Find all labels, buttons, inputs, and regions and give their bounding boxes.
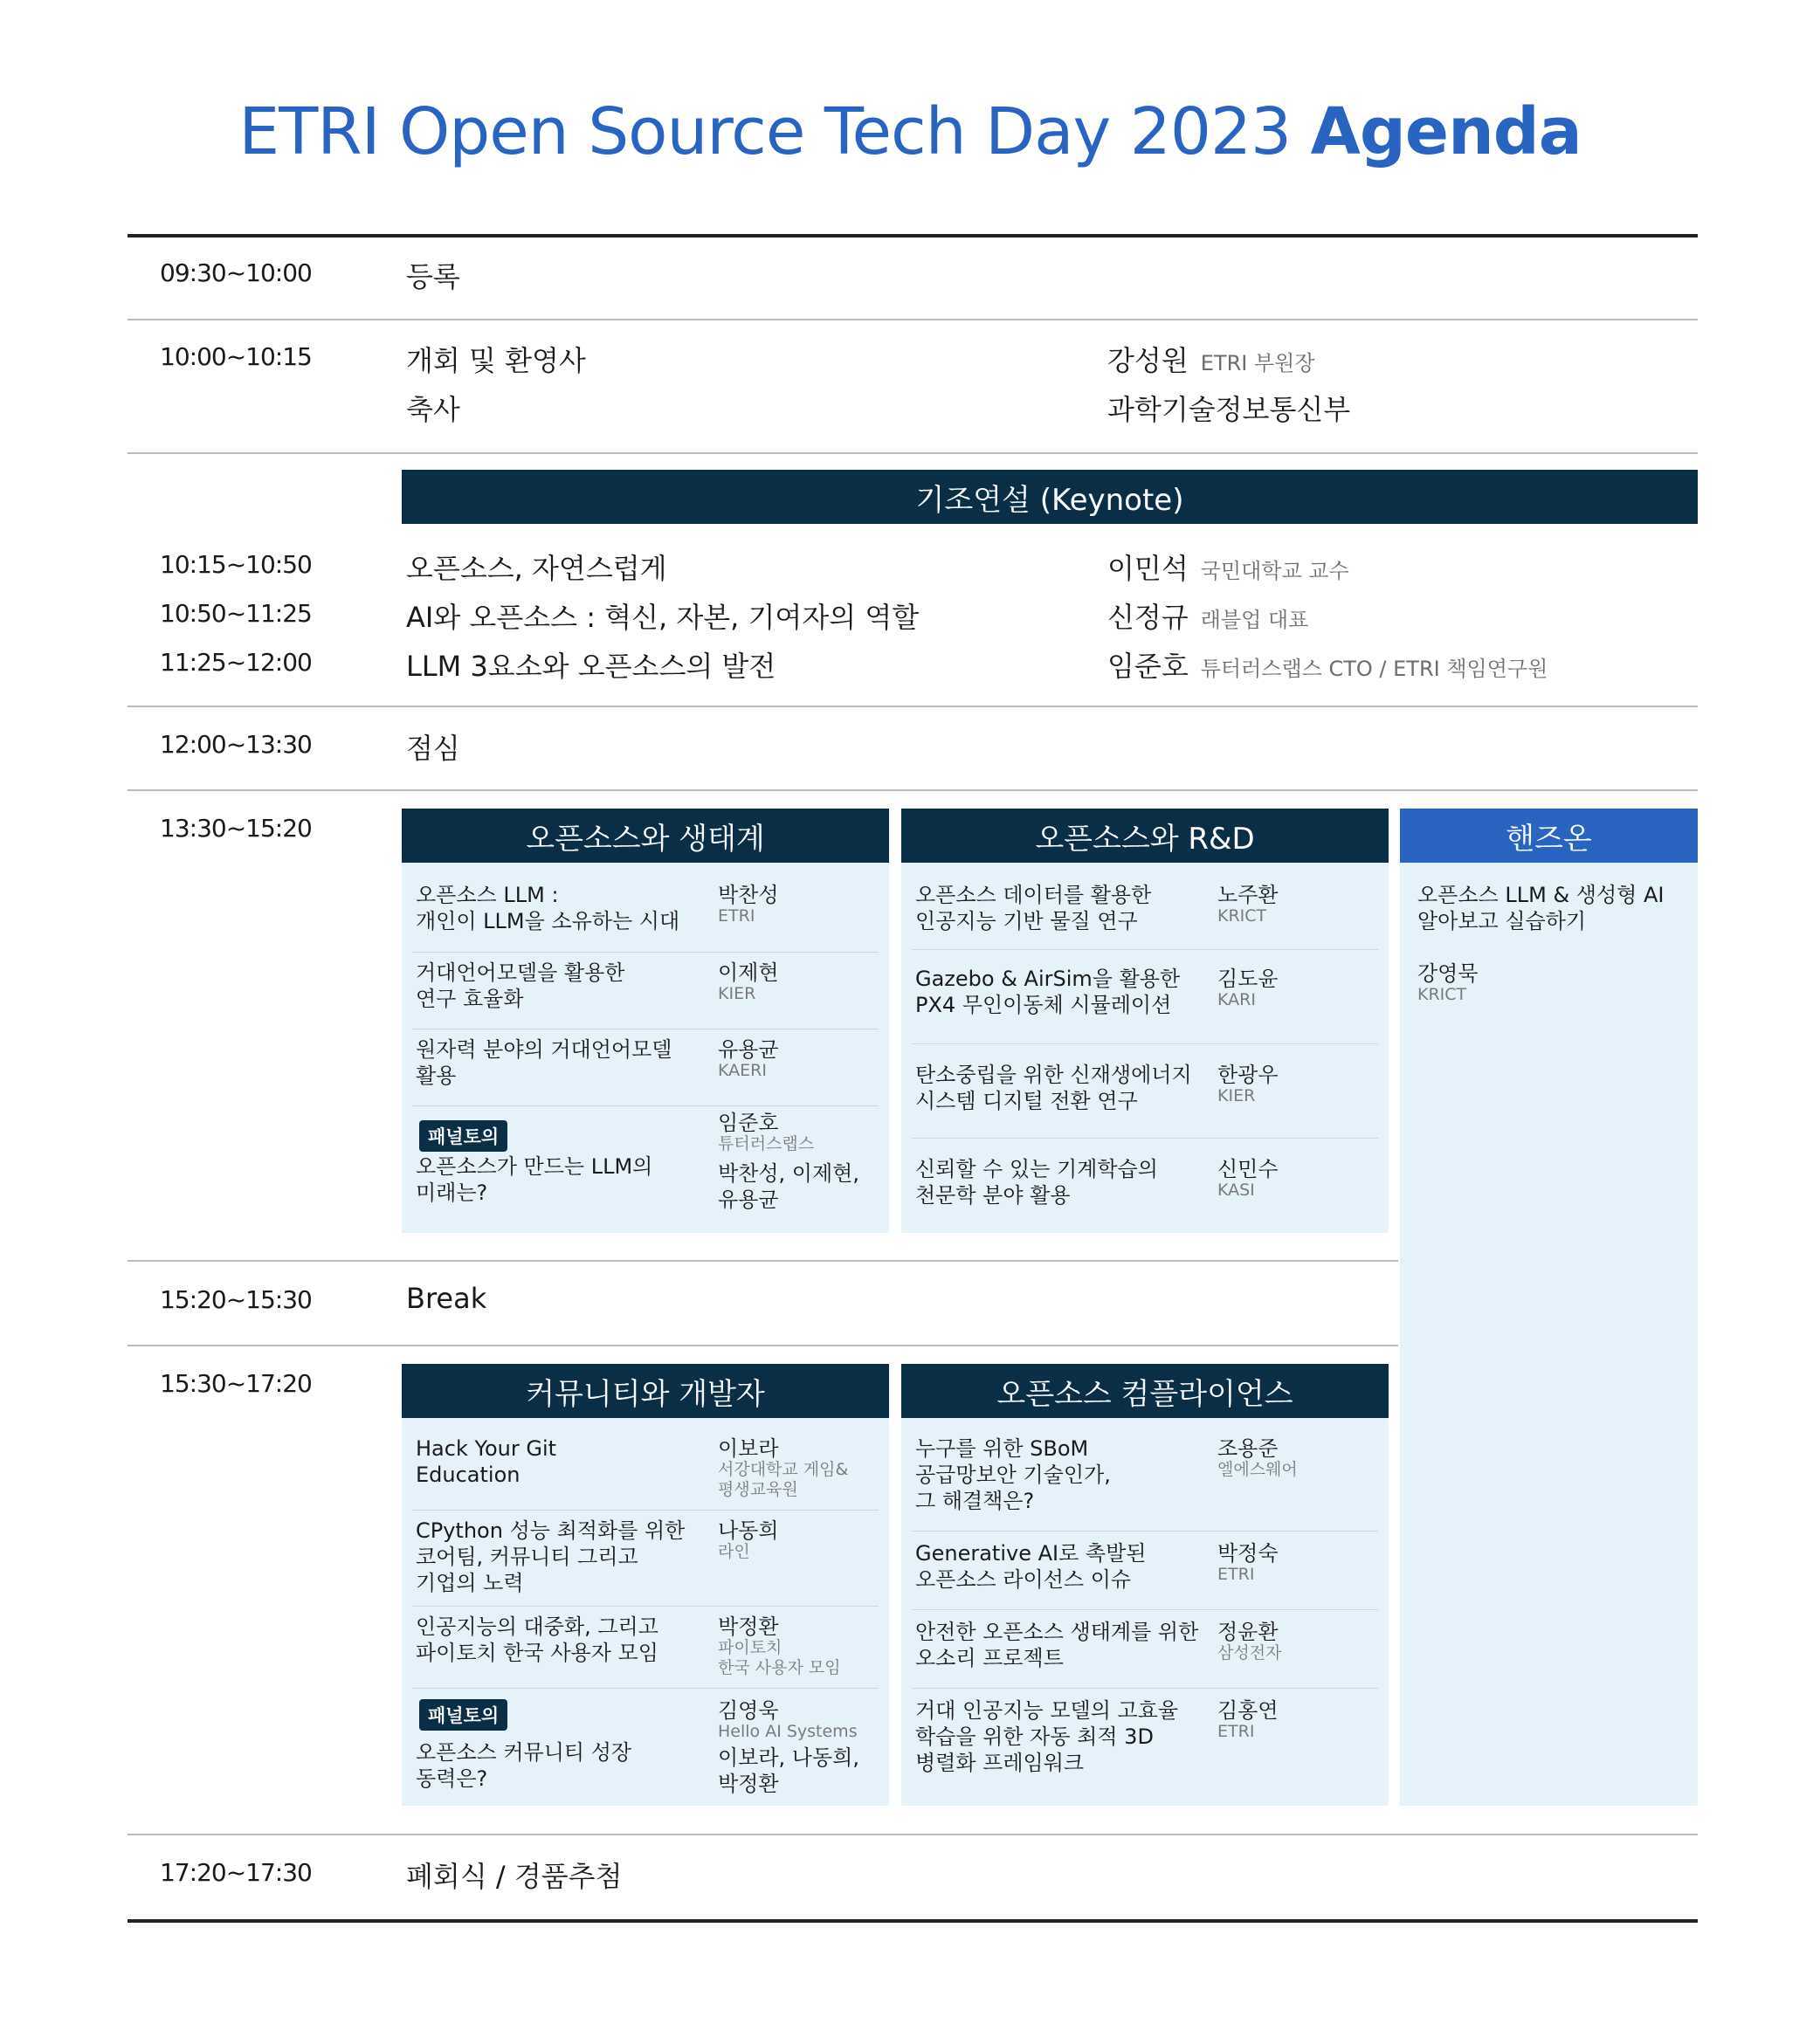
track-compliance-body [901,1418,1389,1806]
talk-affiliation: KRICT [1217,906,1267,926]
track-community-header: 커뮤니티와 개발자 [402,1364,889,1418]
panel-badge: 패널토의 [419,1120,507,1152]
label-closing: 폐회식 / 경품추첨 [406,1860,623,1893]
talk-affiliation: KAERI [718,1061,767,1080]
talk-affiliation: KARI [1217,990,1256,1009]
track-rnd-header: 오픈소스와 R&D [901,809,1389,863]
divider [128,452,1698,454]
time-keynote-1: 10:15~10:50 [160,550,312,579]
talk-title: CPython 성능 최적화를 위한 코어팀, 커뮤니티 그리고 기업의 노력 [416,1518,686,1595]
talk-title: 누구를 위한 SBoM 공급망보안 기술인가, 그 해결책은? [915,1436,1111,1513]
divider [128,1345,1398,1346]
bottom-rule [128,1919,1698,1923]
label-keynote-2: AI와 오픈소스 : 혁신, 자본, 기여자의 역할 [406,601,920,634]
talk-title: 신뢰할 수 있는 기계학습의 천문학 분야 활용 [915,1157,1158,1208]
panel-badge: 패널토의 [419,1699,507,1731]
talk-item [901,1044,1389,1139]
speaker-affiliation: ETRI 부원장 [1200,351,1315,375]
talk-item [402,953,889,1029]
talk-speaker: 나동희 [718,1518,779,1543]
time-session-1: 13:30~15:20 [160,814,312,843]
time-keynote-2: 10:50~11:25 [160,599,312,628]
talk-affiliation: 서강대학교 게임& 평생교육원 [718,1460,849,1499]
talk-title: 거대 인공지능 모델의 고효율 학습을 위한 자동 최적 3D 병렬화 프레임워크 [915,1698,1179,1775]
label-lunch: 점심 [406,732,460,765]
panel-moderator: 김영욱 [718,1698,779,1723]
panel-item [402,1106,889,1233]
talk-speaker: 김홍연 [1217,1698,1279,1723]
talk-affiliation: 삼성전자 [1217,1643,1282,1662]
talk-speaker: 신민수 [1217,1157,1279,1181]
panel-title: 오픈소스 커뮤니티 성장 동력은? [416,1740,632,1791]
talk-speaker: 유용균 [718,1037,779,1062]
panel-item [402,1689,889,1806]
divider [128,1834,1698,1835]
speaker-keynote-2 [1107,595,1308,636]
talk-affiliation: KASI [1217,1181,1255,1200]
speaker-affiliation: 튜터러스랩스 CTO / ETRI 책임연구원 [1200,657,1548,681]
time-closing: 17:20~17:30 [160,1858,312,1887]
talk-affiliation: ETRI [718,906,755,926]
talk-speaker: 정윤환 [1217,1620,1279,1644]
speaker-name: 임준호 [1107,650,1189,683]
divider [128,1260,1398,1262]
divider [128,319,1698,320]
track-rnd-body [901,863,1389,1233]
talk-speaker: 강영묵 [1417,961,1479,986]
speaker-name: 이민석 [1107,552,1189,585]
talk-item [402,1607,889,1689]
talk-title: Hack Your Git Education [416,1436,557,1487]
keynote-band: 기조연설 (Keynote) [402,470,1698,524]
talk-speaker: 조용준 [1217,1436,1279,1461]
talk-speaker: 박찬성 [718,883,779,907]
track-ecosystem-header: 오픈소스와 생태계 [402,809,889,863]
panel-panelists: 박찬성, 이제현, 유용균 [718,1161,859,1212]
talk-item [901,1532,1389,1610]
talk-affiliation: KIER [1217,1086,1256,1105]
track-handson-header: 핸즈온 [1400,809,1698,863]
talk-item [402,1511,889,1607]
talk-speaker: 노주환 [1217,883,1279,907]
panel-moderator: 임준호 [718,1111,779,1135]
talk-item [901,1689,1389,1806]
speaker-congrats: 과학기술정보통신부 [1107,393,1351,426]
speaker-affiliation: 래블업 대표 [1200,608,1309,632]
talk-item [901,863,1389,950]
title-regular: ETRI Open Source Tech Day 2023 [238,94,1292,169]
top-rule [128,234,1698,237]
talk-item [901,950,1389,1044]
time-break: 15:20~15:30 [160,1285,312,1314]
talk-affiliation: 라인 [718,1542,750,1561]
track-handson-body [1400,863,1698,1806]
talk-affiliation: ETRI [1217,1722,1255,1741]
speaker-opening [1107,339,1315,379]
divider [128,789,1698,791]
time-session-2: 15:30~17:20 [160,1369,312,1398]
talk-title: 인공지능의 대중화, 그리고 파이토치 한국 사용자 모임 [416,1614,658,1665]
panel-moderator-affiliation: 튜터러스랩스 [718,1134,815,1153]
talk-speaker: 한광우 [1217,1063,1279,1087]
talk-item [1400,863,1698,1002]
talk-title: 탄소중립을 위한 신재생에너지 시스템 디지털 전환 연구 [915,1063,1192,1113]
speaker-name: 강성원 [1107,344,1189,377]
speaker-affiliation: 국민대학교 교수 [1200,559,1349,583]
track-ecosystem-body [402,863,889,1233]
talk-speaker: 이제현 [718,960,779,985]
talk-affiliation: ETRI [1217,1565,1255,1584]
panel-title: 오픈소스가 만드는 LLM의 미래는? [416,1154,653,1205]
talk-item [901,1139,1389,1233]
talk-title: 오픈소스 LLM & 생성형 AI 알아보고 실습하기 [1417,883,1665,933]
speaker-keynote-3 [1107,644,1548,685]
track-community-body [402,1418,889,1806]
talk-speaker: 박정숙 [1217,1541,1279,1566]
label-opening: 개회 및 환영사 [406,344,586,377]
talk-title: Generative AI로 촉발된 오픈소스 라이선스 이슈 [915,1541,1147,1592]
talk-title: 오픈소스 데이터를 활용한 인공지능 기반 물질 연구 [915,883,1152,933]
talk-item [402,1029,889,1106]
track-compliance-header: 오픈소스 컴플라이언스 [901,1364,1389,1418]
talk-item [901,1418,1389,1532]
panel-moderator-affiliation: Hello AI Systems [718,1722,858,1741]
talk-affiliation: KIER [718,984,756,1003]
label-registration: 등록 [406,260,460,293]
talk-title: Gazebo & AirSim을 활용한 PX4 무인이동체 시뮬레이션 [915,967,1181,1017]
talk-speaker: 박정환 [718,1614,779,1639]
speaker-name: 신정규 [1107,601,1189,634]
talk-affiliation: KRICT [1417,985,1467,1004]
talk-speaker: 이보라 [718,1436,779,1461]
time-registration: 09:30~10:00 [160,258,312,287]
talk-title: 오픈소스 LLM : 개인이 LLM을 소유하는 시대 [416,883,680,933]
time-keynote-3: 11:25~12:00 [160,648,312,677]
talk-affiliation: 파이토치 한국 사용자 모임 [718,1638,841,1677]
page-title [0,94,1820,169]
time-opening: 10:00~10:15 [160,342,312,371]
title-bold: Agenda [1310,94,1582,169]
talk-title: 원자력 분야의 거대언어모델 활용 [416,1037,672,1088]
time-lunch: 12:00~13:30 [160,730,312,759]
talk-item [901,1610,1389,1689]
talk-item [402,863,889,953]
label-break: Break [406,1282,487,1315]
panel-panelists: 이보라, 나동희, 박정환 [718,1745,859,1796]
talk-title: 거대언어모델을 활용한 연구 효율화 [416,960,625,1011]
divider [128,706,1698,707]
talk-item [402,1418,889,1511]
talk-title: 안전한 오픈소스 생태계를 위한 오소리 프로젝트 [915,1620,1199,1670]
talk-affiliation: 엘에스웨어 [1217,1460,1298,1479]
talk-speaker: 김도윤 [1217,967,1279,991]
label-congrats: 축사 [406,393,460,426]
label-keynote-3: LLM 3요소와 오픈소스의 발전 [406,650,776,683]
speaker-keynote-1 [1107,547,1349,587]
label-keynote-1: 오픈소스, 자연스럽게 [406,552,667,585]
